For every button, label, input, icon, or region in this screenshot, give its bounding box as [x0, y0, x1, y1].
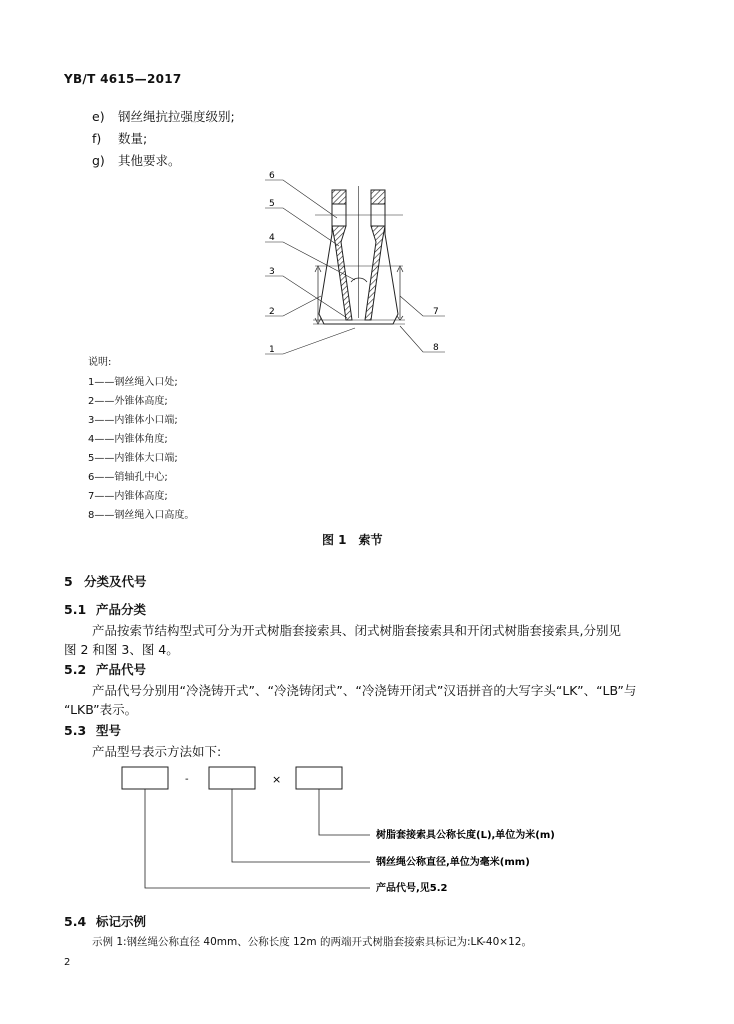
- list-marker: f): [92, 131, 102, 146]
- list-marker: g): [92, 153, 105, 168]
- code-label: 产品代号,见5.2: [376, 883, 448, 894]
- subsection-heading: [64, 660, 146, 678]
- paragraph-line: 产品型号表示方法如下:: [92, 744, 222, 759]
- subsection-number: 5.3: [64, 723, 87, 738]
- code-box: [122, 767, 168, 789]
- section-number: 5: [64, 574, 73, 589]
- top-right-block: [371, 190, 385, 204]
- list-text: 钢丝绳抗拉强度级别;: [118, 109, 235, 124]
- legend-item: 1——钢丝绳入口处;: [88, 377, 178, 388]
- model-designation-diagram: [115, 765, 555, 895]
- callout-6: 6: [269, 171, 275, 181]
- leader-3: [265, 276, 347, 318]
- legend-item: 8——钢丝绳入口高度。: [88, 510, 195, 521]
- top-left-block: [332, 190, 346, 204]
- length-box: [296, 767, 342, 789]
- list-item: [92, 151, 181, 169]
- paragraph-line: “LKB”表示。: [64, 702, 138, 717]
- subsection-title: 型号: [96, 723, 122, 738]
- subsection-number: 5.2: [64, 662, 87, 677]
- leader-length: [319, 789, 370, 835]
- dash-separator: -: [185, 774, 189, 785]
- section-heading: [64, 572, 147, 590]
- callout-2: 2: [269, 307, 275, 317]
- legend-item: 3——内锥体小口端;: [88, 415, 178, 426]
- legend-title: 说明:: [88, 357, 112, 368]
- list-item: [92, 129, 147, 147]
- legend-item: 6——销轴孔中心;: [88, 472, 168, 483]
- list-text: 其他要求。: [118, 153, 181, 168]
- figure-caption: 图 1 索节: [322, 533, 383, 547]
- subsection-number: 5.1: [64, 602, 87, 617]
- subsection-number: 5.4: [64, 914, 87, 929]
- subsection-heading: [64, 912, 146, 930]
- callout-8: 8: [433, 343, 439, 353]
- callout-3: 3: [269, 267, 275, 277]
- times-separator: ×: [272, 773, 282, 786]
- callout-7: 7: [433, 307, 439, 317]
- subsection-heading: [64, 600, 146, 618]
- callout-1: 1: [269, 345, 275, 355]
- leader-5: [265, 208, 339, 246]
- legend-item: 4——内锥体角度;: [88, 434, 168, 445]
- leader-code: [145, 789, 370, 888]
- list-marker: e): [92, 109, 105, 124]
- page-number: 2: [64, 957, 71, 968]
- paragraph-line: 产品代号分别用“冷浇铸开式”、“冷浇铸闭式”、“冷浇铸开闭式”汉语拼音的大写字头“LK”、“LB”与: [92, 683, 637, 698]
- standard-number: YB/T 4615—2017: [64, 72, 182, 86]
- legend-item: 5——内锥体大口端;: [88, 453, 178, 464]
- leader-6: [265, 180, 337, 218]
- subsection-heading: [64, 721, 121, 739]
- diameter-label: 钢丝绳公称直径,单位为毫米(mm): [376, 857, 530, 868]
- subsection-title: 产品分类: [96, 602, 147, 617]
- leader-1: [265, 328, 355, 354]
- paragraph-line: 图 2 和图 3、图 4。: [64, 642, 179, 657]
- cone-angle-arc: [351, 278, 367, 282]
- diameter-box: [209, 767, 255, 789]
- callout-5: 5: [269, 199, 275, 209]
- legend-item: 2——外锥体高度;: [88, 396, 168, 407]
- section-title: 分类及代号: [84, 574, 147, 589]
- list-item: [92, 107, 235, 125]
- leader-diameter: [232, 789, 370, 862]
- example-line: 示例 1:钢丝绳公称直径 40mm、公称长度 12m 的两端开式树脂套接索具标记为:LK-40×12。: [92, 936, 532, 948]
- callout-4: 4: [269, 233, 275, 243]
- list-text: 数量;: [118, 131, 148, 146]
- subsection-title: 标记示例: [96, 914, 147, 929]
- cone-wall-right: [365, 226, 385, 320]
- paragraph-line: 产品按索节结构型式可分为开式树脂套接索具、闭式树脂套接索具和开闭式树脂套接索具,分别见: [92, 623, 621, 638]
- length-label: 树脂套接索具公称长度(L),单位为米(m): [376, 830, 555, 841]
- subsection-title: 产品代号: [96, 662, 147, 677]
- legend-item: 7——内锥体高度;: [88, 491, 168, 502]
- cable-socket-drawing: [255, 168, 455, 363]
